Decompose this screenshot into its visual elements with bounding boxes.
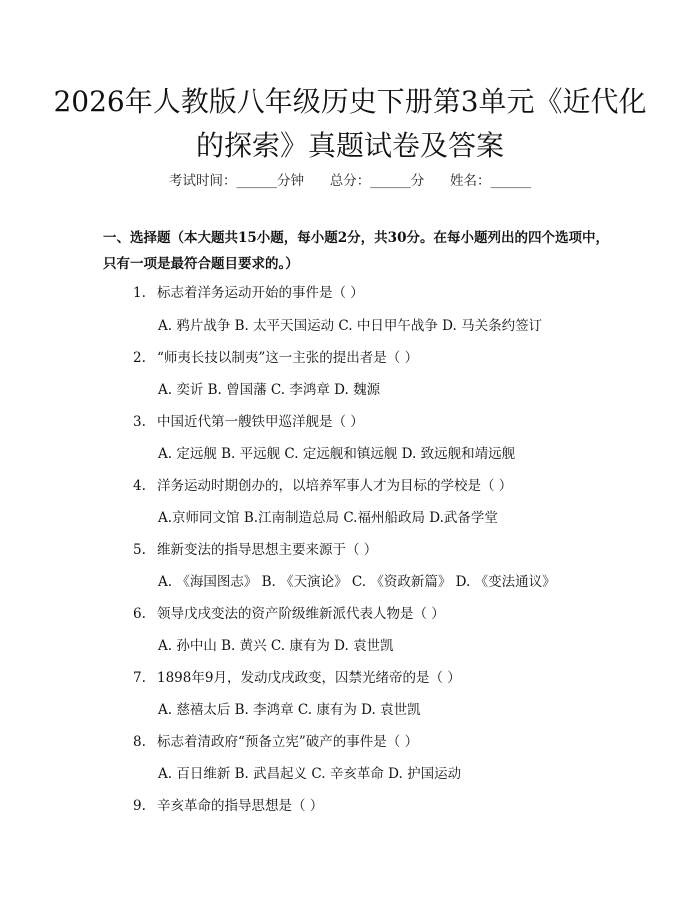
question-1 <box>133 281 364 301</box>
question-number: 9. <box>133 798 146 814</box>
question-text: 中国近代第一艘铁甲巡洋舰是（ ） <box>157 414 364 430</box>
exam-title: 2026年人教版八年级历史下册第3单元《近代化的探索》真题试卷及答案 <box>53 85 647 162</box>
question-2-options: A. 奕䜣 B. 曾国藩 C. 李鸿章 D. 魏源 <box>158 382 381 398</box>
question-8 <box>133 730 418 750</box>
question-number: 3. <box>133 414 146 430</box>
question-text: 领导戊戌变法的资产阶级维新派代表人物是（ ） <box>157 606 445 622</box>
question-1-options: A. 鸦片战争 B. 太平天国运动 C. 中日甲午战争 D. 马关条约签订 <box>158 318 543 334</box>
question-number: 4. <box>133 478 146 494</box>
question-number: 6. <box>133 606 146 622</box>
question-number: 1. <box>133 285 146 301</box>
question-text: 1898年9月，发动戊戌政变，囚禁光绪帝的是（ ） <box>157 670 461 686</box>
question-6 <box>133 602 445 622</box>
question-9 <box>133 794 323 814</box>
question-7 <box>133 666 461 686</box>
question-3 <box>133 410 364 430</box>
question-5 <box>133 538 377 558</box>
question-6-options: A. 孙中山 B. 黄兴 C. 康有为 D. 袁世凯 <box>158 638 394 654</box>
question-text: “师夷长技以制夷”这一主张的提出者是（ ） <box>157 350 419 366</box>
question-text: 洋务运动时期创办的，以培养军事人才为目标的学校是（ ） <box>157 478 513 494</box>
question-4 <box>133 474 512 494</box>
exam-meta-line: 考试时间：______分钟 总分：______分 姓名：______ <box>169 173 531 189</box>
question-number: 5. <box>133 542 146 558</box>
question-text: 辛亥革命的指导思想是（ ） <box>157 798 324 814</box>
question-8-options: A. 百日维新 B. 武昌起义 C. 辛亥革命 D. 护国运动 <box>158 766 462 782</box>
question-text: 标志着洋务运动开始的事件是（ ） <box>157 285 364 301</box>
question-text: 标志着清政府“预备立宪”破产的事件是（ ） <box>157 734 419 750</box>
question-3-options: A. 定远舰 B. 平远舰 C. 定远舰和镇远舰 D. 致远舰和靖远舰 <box>158 446 516 462</box>
question-2 <box>133 346 418 366</box>
question-4-options: A.京师同文馆 B.江南制造总局 C.福州船政局 D.武备学堂 <box>158 510 498 526</box>
question-number: 2. <box>133 350 146 366</box>
question-number: 7. <box>133 670 146 686</box>
question-text: 维新变法的指导思想主要来源于（ ） <box>157 542 378 558</box>
question-7-options: A. 慈禧太后 B. 李鸿章 C. 康有为 D. 袁世凯 <box>158 702 421 718</box>
section-heading: 一、选择题（本大题共15小题，每小题2分，共30分。在每小题列出的四个选项中，只有一项是最符合题目要求的。） <box>103 230 609 272</box>
question-5-options: A. 《海国图志》 B. 《天演论》 C. 《资政新篇》 D. 《变法通议》 <box>158 574 556 590</box>
question-number: 8. <box>133 734 146 750</box>
